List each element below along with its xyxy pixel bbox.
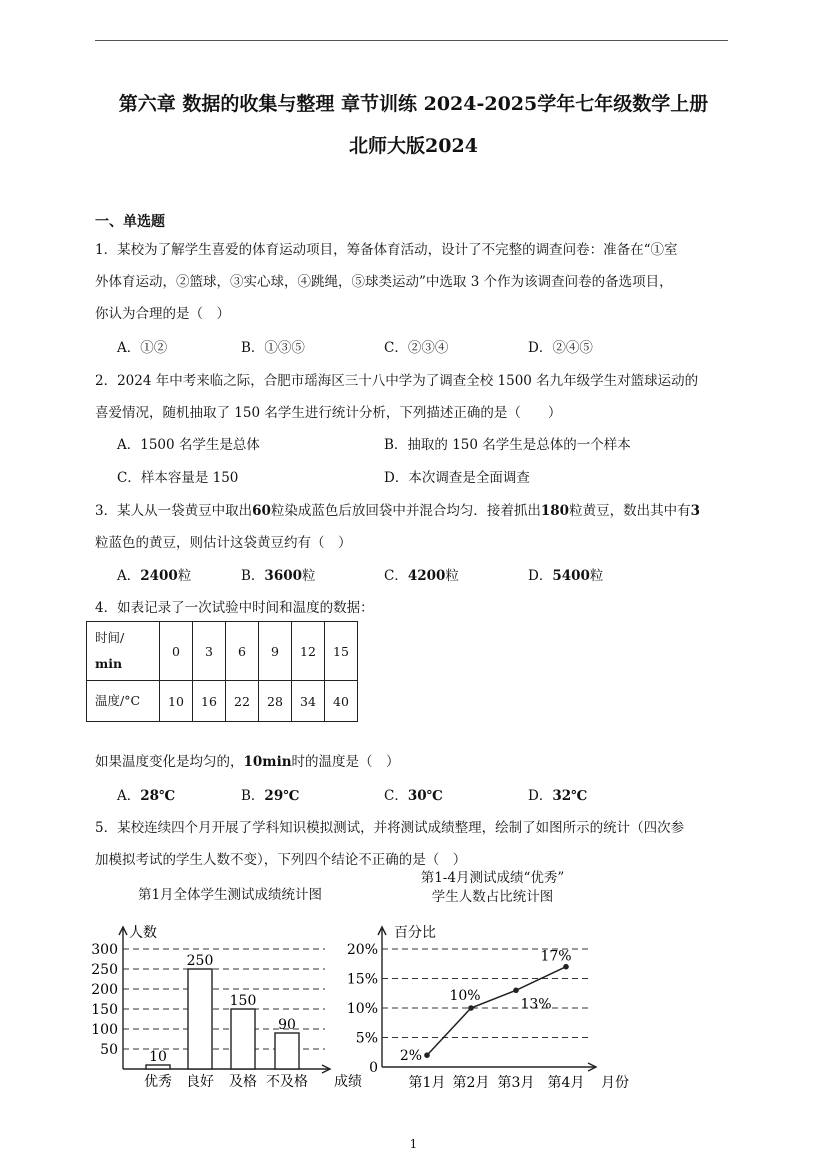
table-cell: 16 [193,681,226,722]
line-category-label: 第1月 [408,1075,446,1091]
q1-option-d: D．②④⑤ [528,340,593,356]
bar-y-tick-label: 200 [91,982,118,998]
q1-line3: 你认为合理的是（ ） [95,306,230,322]
line-point [563,964,569,970]
q2-option-b: B．抽取的 150 名学生是总体的一个样本 [384,437,631,453]
bar-x-axis-label: 成绩 [334,1074,362,1090]
bar-y-tick-label: 250 [91,962,118,978]
line-point [513,988,519,994]
q3-option-b: B．3600粒 [241,568,316,584]
q4-option-c: C．30℃ [384,788,443,804]
q2-option-a: A．1500 名学生是总体 [117,437,260,453]
bar-y-tick-label: 150 [91,1002,118,1018]
line-value-label: 13% [520,996,552,1013]
table-header-time: 时间/ min [87,622,160,681]
bar-rect [146,1065,170,1069]
bar-category-label: 良好 [186,1074,214,1090]
bar-y-tick-label: 100 [91,1022,118,1038]
table-cell: 22 [226,681,259,722]
bar-y-axis-label: 人数 [129,925,157,941]
bar-chart-title: 第1月全体学生测试成绩统计图 [137,887,323,903]
bar-rect [275,1033,299,1069]
table-cell: 28 [259,681,292,722]
q5-line1: 5．某校连续四个月开展了学科知识模拟测试，并将测试成绩整理，绘制了如图所示的统计（四次参 [95,820,685,836]
q1-line1: 1．某校为了解学生喜爱的体育运动项目，筹备体育活动，设计了不完整的调查问卷：准备在“①室 [95,242,678,258]
bar-value-label: 90 [278,1017,296,1033]
line-y-tick-label: 5% [355,1030,378,1047]
line-value-label: 10% [449,988,481,1004]
table-cell: 3 [193,622,226,681]
line-value-label: 2% [399,1048,423,1065]
table-cell: 12 [292,622,325,681]
bar-y-tick-label: 50 [100,1042,118,1058]
table-cell: 9 [259,622,292,681]
q3-line1: 3．某人从一袋黄豆中取出60粒染成蓝色后放回袋中并混合均匀．接着抓出180粒黄豆，数出其中有3 [95,503,700,519]
table-cell: 34 [292,681,325,722]
bar-y-tick-label: 300 [91,942,118,958]
line-category-label: 第2月 [452,1075,490,1091]
q2-option-c: C．样本容量是 150 [117,470,239,486]
q4-line: 4．如表记录了一次试验中时间和温度的数据： [95,600,374,616]
q4-option-d: D．32℃ [528,788,588,804]
line-point [468,1005,474,1011]
bar-category-label: 及格 [229,1074,257,1090]
q1-option-b: B．①③⑤ [241,340,305,356]
q4-after-line: 如果温度变化是均匀的，10min时的温度是（ ） [95,754,400,770]
page-title-line1: 第六章 数据的收集与整理 章节训练 2024-2025学年七年级数学上册 [118,93,709,115]
bar-rect [188,969,212,1069]
q3-line2: 粒蓝色的黄豆，则估计这袋黄豆约有（ ） [95,535,352,551]
line-category-label: 第4月 [547,1075,585,1091]
q1-option-c: C．②③④ [384,340,449,356]
line-chart-title: 第1-4月测试成绩“优秀” 学生人数占比统计图 [420,870,565,905]
line-category-label: 第3月 [497,1075,535,1091]
q2-option-d: D．本次调查是全面调查 [384,470,530,486]
page-number: 1 [409,1137,418,1151]
table-cell: 40 [325,681,358,722]
line-point [424,1052,430,1058]
q2-line1: 2．2024 年中考来临之际，合肥市瑶海区三十八中学为了调查全校 1500 名九年级学生对篮球运动的 [95,373,699,389]
line-y-axis-label: 百分比 [394,925,436,941]
bar-value-label: 10 [149,1049,167,1065]
q4-option-b: B．29℃ [241,788,300,804]
q5-line2: 加模拟考试的学生人数不变），下列四个结论不正确的是（ ） [95,852,467,868]
q3-option-d: D．5400粒 [528,568,604,584]
line-x-axis-label: 月份 [601,1075,629,1091]
page-title-line2: 北师大版2024 [349,135,478,157]
q1-option-a: A．①② [117,340,168,356]
q4-option-a: A．28℃ [117,788,176,804]
q3-option-a: A．2400粒 [117,568,192,584]
section-heading: 一、单选题 [95,214,165,230]
q2-line2: 喜爱情况，随机抽取了 150 名学生进行统计分析，下列描述正确的是（ ） [95,405,562,421]
line-y-tick-label: 15% [346,971,378,988]
line-y-tick-label: 20% [346,942,378,958]
table-cell: 6 [226,622,259,681]
table-cell: 10 [160,681,193,722]
line-y-tick-label: 10% [346,1001,378,1017]
bar-category-label: 优秀 [144,1074,172,1090]
line-value-label: 17% [540,948,572,965]
q3-option-c: C．4200粒 [384,568,459,584]
bar-value-label: 150 [229,993,257,1009]
table-cell: 0 [160,622,193,681]
bar-rect [231,1009,255,1069]
bar-value-label: 250 [186,953,214,969]
table-header-temperature: 温度/°C [87,681,160,722]
table-cell: 15 [325,622,358,681]
bar-category-label: 不及格 [266,1074,308,1090]
q1-line2: 外体育运动，②篮球，③实心球，④跳绳，⑤球类运动”中选取 3 个作为该调查问卷的备选项目， [95,274,673,290]
line-y-tick-label: 0 [369,1060,378,1076]
